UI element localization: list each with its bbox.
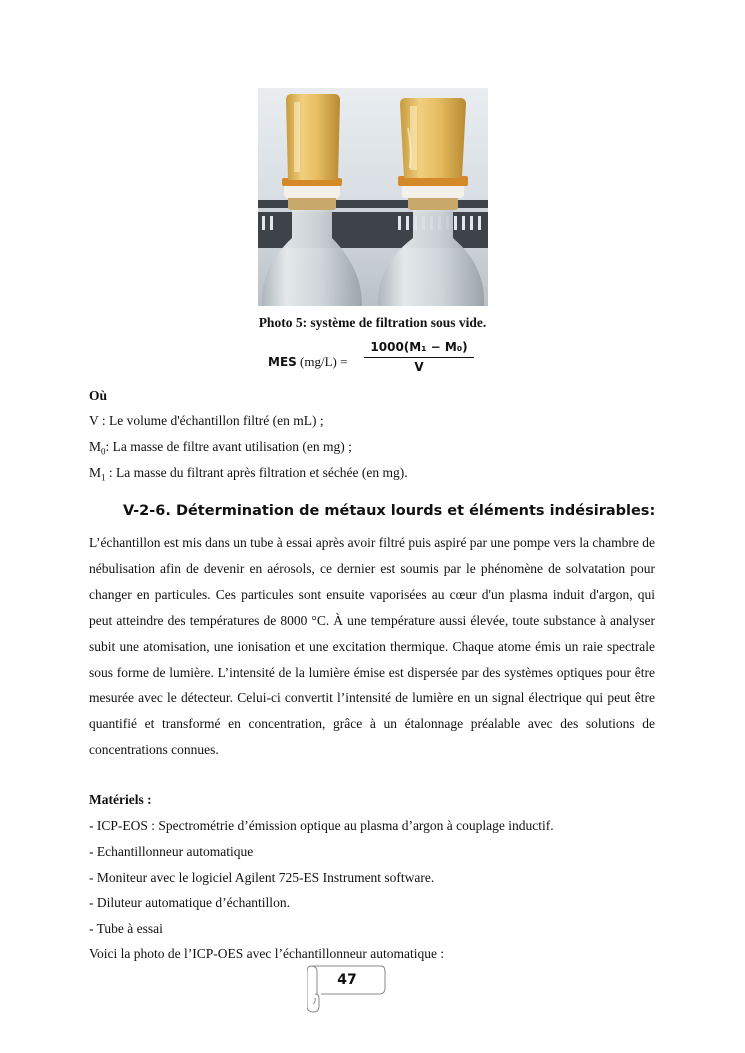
definition-v: V : Le volume d'échantillon filtré (en mL) ; (89, 413, 324, 428)
materials-item: - Moniteur avec le logiciel Agilent 725-ES Instrument software. (89, 870, 435, 885)
scroll-ornament-icon (307, 962, 387, 1014)
filtration-photo (258, 88, 488, 306)
section-paragraph: L’échantillon est mis dans un tube à essai après avoir filtré puis aspiré par une pompe vers la chambre de nébulisation afin de devenir en aérosols, ce dernier est soumis par le phénomène de solvatation pour changer en particules. Ces particules sont ensuite vaporisées au cœur d'un plasma induit d'argon, qui peut atteindre des températures de 8000 °C. À une température aussi élevée, toute substance à analyser subit une atomisation, une ionisation et une excitation thermique. Chaque atome émis un raie spectrale sous forme de lumière. L’intensité de la lumière émise est dispersée par des systèmes optiques pour être mesurée avec le détecteur. Celui-ci convertit l’intensité de lumière en un signal électrique qui peut être quantifié et transformé en concentration, grâce à un étalonnage préalable avec des solutions de concentrations connues. (89, 535, 655, 758)
formula-lhs (268, 354, 347, 370)
materials-item: - ICP-EOS : Spectrométrie d’émission optique au plasma d’argon à couplage inductif. (89, 818, 554, 833)
materials-item: - Echantillonneur automatique (89, 844, 254, 859)
formula-fraction (364, 340, 474, 374)
formula-numerator: 1000(M₁ − M₀) (364, 340, 474, 358)
mes-formula (268, 340, 478, 382)
formula-denominator: V (414, 360, 424, 374)
definitions-intro: Où (89, 388, 108, 403)
m1-subscript: 1 (101, 472, 106, 483)
formula-mes: MES (268, 355, 297, 369)
formula-unit: (mg/L) = (300, 354, 348, 369)
materials-title: Matériels : (89, 792, 152, 807)
m0-symbol: M (89, 439, 102, 454)
materials-item: - Tube à essai (89, 921, 163, 936)
m0-subscript: 0 (101, 446, 106, 457)
m0-text: : La masse de filtre avant utilisation (en mg) ; (105, 439, 352, 454)
page-number: 47 (337, 972, 357, 988)
m1-symbol: M (89, 465, 102, 480)
materials-item: - Diluteur automatique d’échantillon. (89, 895, 290, 910)
definition-m0 (89, 439, 352, 457)
closing-line: Voici la photo de l’ICP-OES avec l’échantillonneur automatique : (89, 946, 445, 961)
m1-text: : La masse du filtrant après filtration et séchée (en mg). (105, 465, 408, 480)
section-heading: V-2-6. Détermination de métaux lourds et éléments indésirables: (123, 503, 656, 519)
photo-caption: Photo 5: système de filtration sous vide. (258, 315, 487, 330)
page-number-scroll (307, 962, 387, 1014)
definition-m1 (89, 465, 408, 483)
